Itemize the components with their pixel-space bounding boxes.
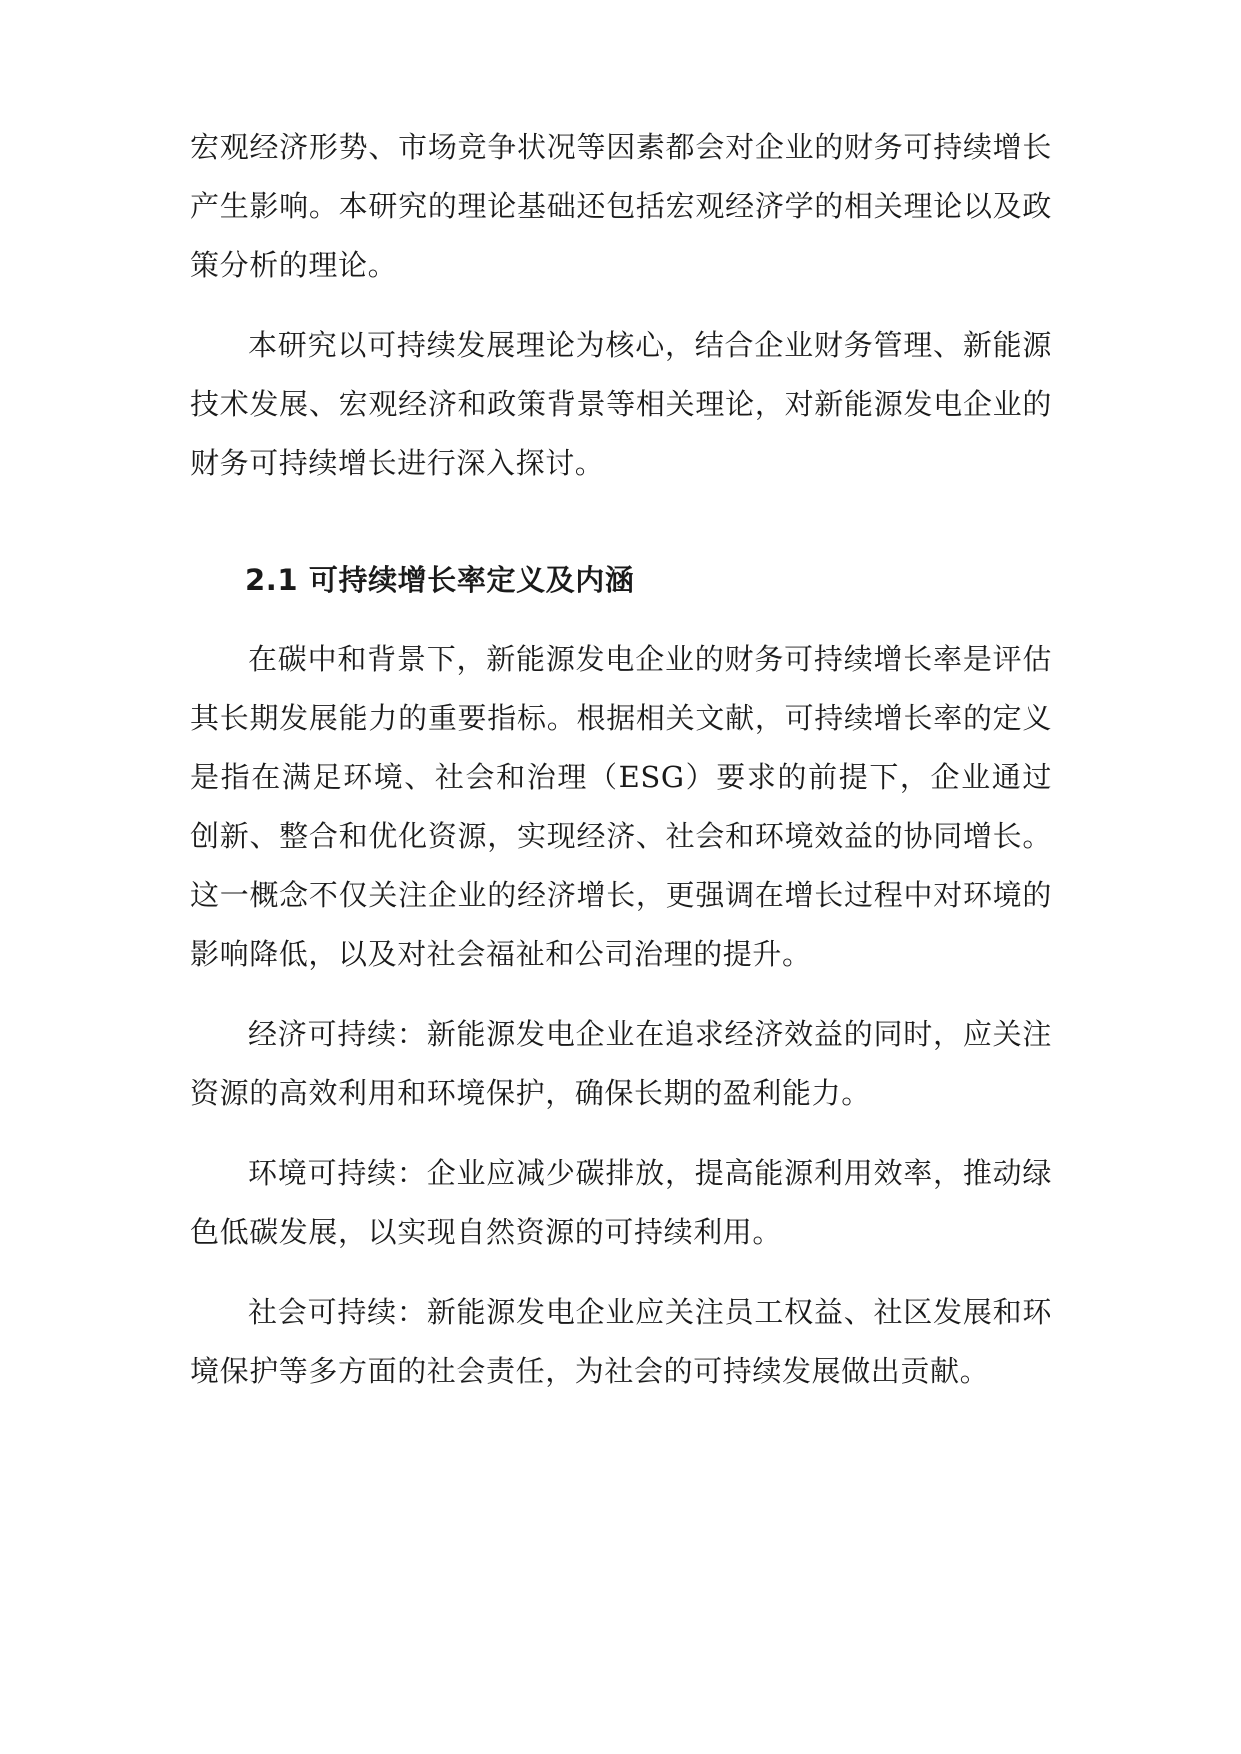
paragraph-economic-sustainability: 经济可持续：新能源发电企业在追求经济效益的同时，应关注资源的高效利用和环境保护，确保长期的盈利能力。 [190,1017,1052,1110]
paragraph-environmental-sustainability: 环境可持续：企业应减少碳排放，提高能源利用效率，推动绿色低碳发展，以实现自然资源的可持续利用。 [190,1156,1052,1249]
document-page [190,118,1052,1401]
section-heading: 2.1 可持续增长率定义及内涵 [245,563,635,597]
paragraph-definition: 在碳中和背景下，新能源发电企业的财务可持续增长率是评估其长期发展能力的重要指标。根据相关文献，可持续增长率的定义是指在满足环境、社会和治理（ESG）要求的前提下，企业通过创新、整合和优化资源，实现经济、社会和环境效益的协同增长。这一概念不仅关注企业的经济增长，更强调在增长过程中对环境的影响降低，以及对社会福祉和公司治理的提升。 [190,642,1052,971]
paragraph-theory-summary: 本研究以可持续发展理论为核心，结合企业财务管理、新能源技术发展、宏观经济和政策背景等相关理论，对新能源发电企业的财务可持续增长进行深入探讨。 [190,328,1052,480]
paragraph-continued: 宏观经济形势、市场竞争状况等因素都会对企业的财务可持续增长产生影响。本研究的理论基础还包括宏观经济学的相关理论以及政策分析的理论。 [190,130,1052,282]
paragraph-social-sustainability: 社会可持续：新能源发电企业应关注员工权益、社区发展和环境保护等多方面的社会责任，为社会的可持续发展做出贡献。 [190,1295,1052,1388]
